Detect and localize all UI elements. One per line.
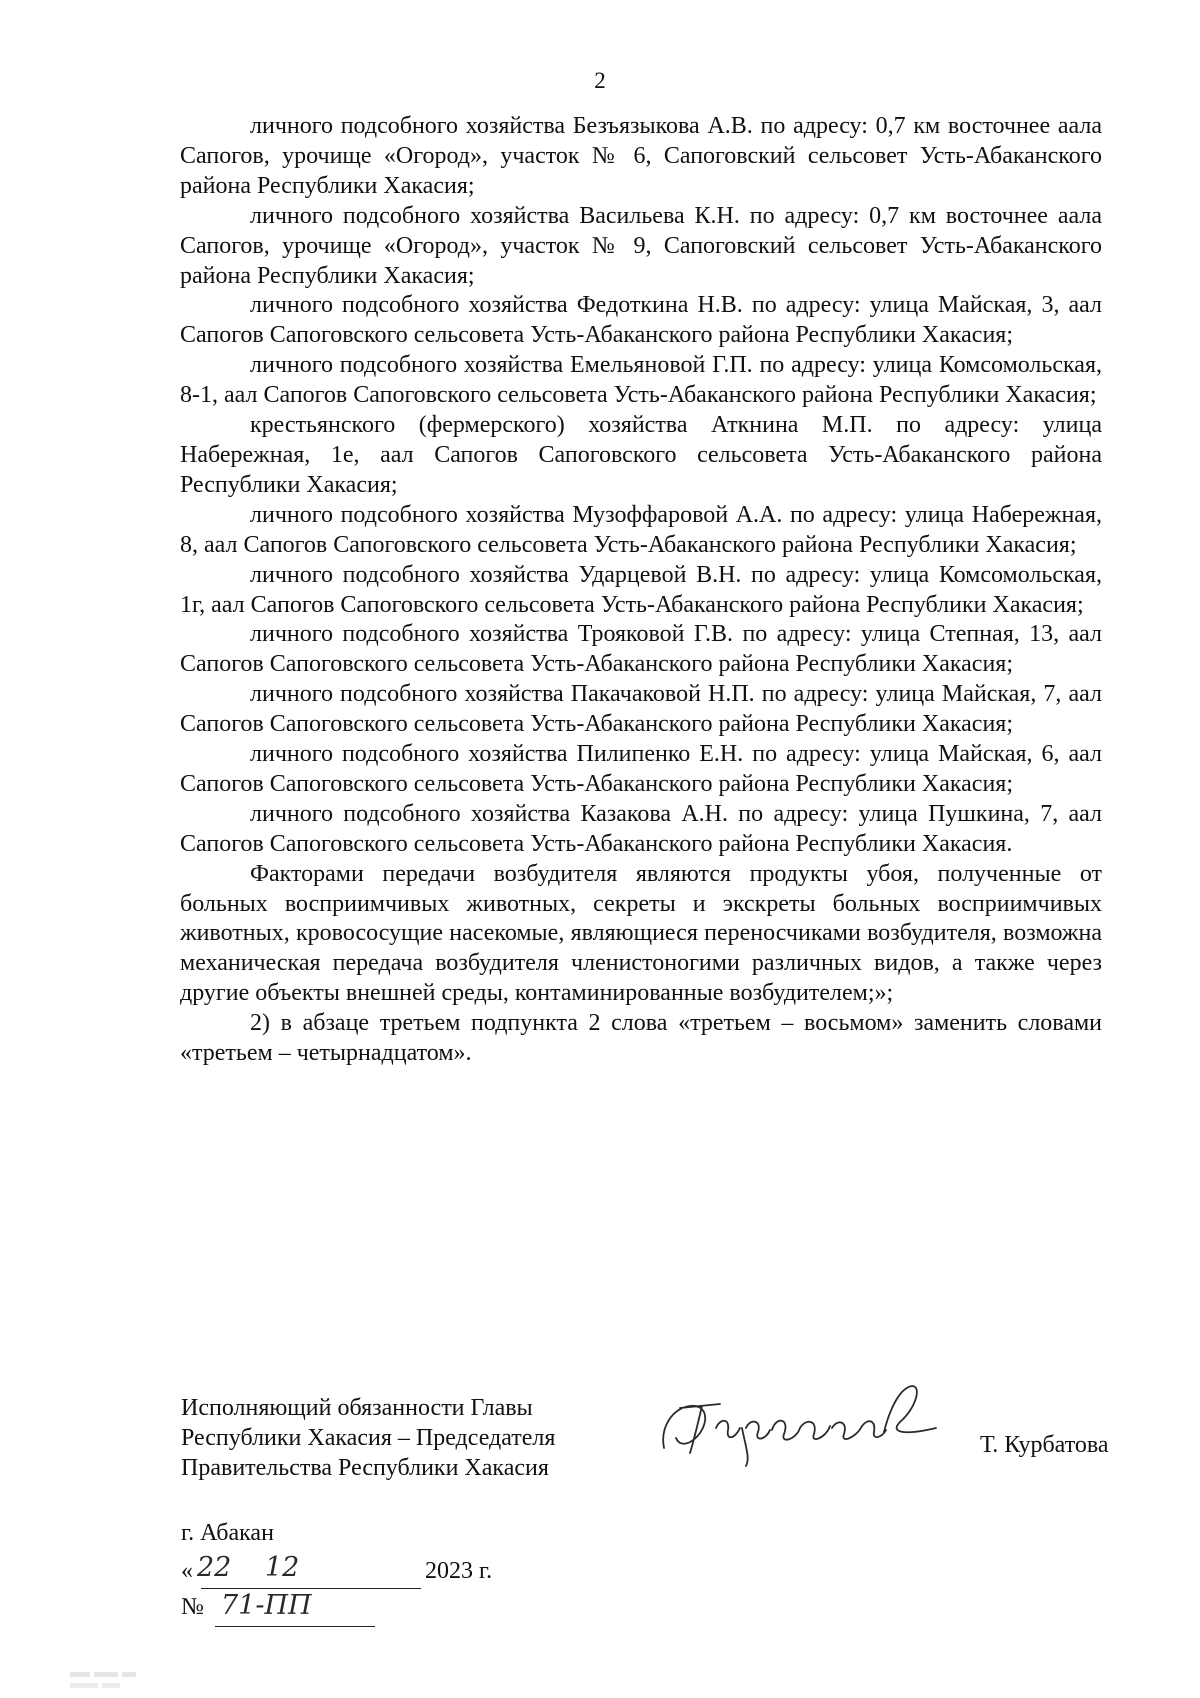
number-sign: № [181, 1594, 204, 1620]
document-date [181, 1552, 511, 1590]
paragraph: личного подсобного хозяйства Музоффаровой А.А. по адресу: улица Набережная, 8, аал Сапогов Сапоговского сельсовета Усть-Абаканского района Республики Хакасия; [180, 501, 1102, 558]
paragraph: личного подсобного хозяйства Безъязыкова А.В. по адресу: 0,7 км восточнее аала Сапогов, урочище «Огород», участок № 6, Сапоговский сельсовет Усть-Абаканского района Республики Хакасия; [180, 113, 1102, 199]
document-number [181, 1590, 381, 1628]
paragraph: Факторами передачи возбудителя являются продукты убоя, полученные от больных восприимчивых животных, секреты и экскреты больных восприимчивых животных, кровососущие насекомые, являющиеся переносчиками возбудителя, возможна механическая передача возбудителя членистоногими различных видов, а также через другие объекты внешней среды, контаминированные возбудителем;»; [180, 860, 1102, 1007]
signatory-title-line: Республики Хакасия – Председателя [181, 1425, 556, 1451]
date-quote: « [181, 1558, 193, 1584]
paragraph: крестьянского (фермерского) хозяйства Аткнина М.П. по адресу: улица Набережная, 1е, аал Сапогов Сапоговского сельсовета Усть-Абаканского района Республики Хакасия; [180, 412, 1102, 498]
number-value: 71-ПП [221, 1590, 312, 1621]
date-month: 12 [265, 1552, 300, 1583]
signer-name: Т. Курбатова [980, 1432, 1109, 1458]
paragraph: личного подсобного хозяйства Казакова А.Н. по адресу: улица Пушкина, 7, аал Сапогов Сапоговского сельсовета Усть-Абаканского района Республики Хакасия. [180, 800, 1102, 857]
page-number: 2 [594, 68, 606, 93]
date-day: 22 [197, 1552, 232, 1583]
paragraph: личного подсобного хозяйства Пакачаковой Н.П. по адресу: улица Майская, 7, аал Сапогов Сапоговского сельсовета Усть-Абаканского района Республики Хакасия; [180, 681, 1102, 738]
paragraph: личного подсобного хозяйства Емельяновой Г.П. по адресу: улица Комсомольская, 8-1, аал Сапогов Сапоговского сельсовета Усть-Абаканского района Республики Хакасия; [180, 352, 1102, 409]
document-body [180, 112, 1102, 1069]
number-underline [215, 1626, 375, 1627]
handwritten-signature [650, 1378, 940, 1468]
city: г. Абакан [181, 1520, 274, 1546]
paragraph: личного подсобного хозяйства Федоткина Н.В. по адресу: улица Майская, 3, аал Сапогов Сапоговского сельсовета Усть-Абаканского района Республики Хакасия; [180, 292, 1102, 349]
signatory-title-line: Правительства Республики Хакасия [181, 1455, 549, 1481]
paragraph: 2) в абзаце третьем подпункта 2 слова «третьем – восьмом» заменить словами «третьем – четырнадцатом». [180, 1010, 1102, 1067]
paragraph: личного подсобного хозяйства Трояковой Г.В. по адресу: улица Степная, 13, аал Сапогов Сапоговского сельсовета Усть-Абаканского района Республики Хакасия; [180, 621, 1102, 678]
paragraph: личного подсобного хозяйства Ударцевой В.Н. по адресу: улица Комсомольская, 1г, аал Сапогов Сапоговского сельсовета Усть-Абаканского района Республики Хакасия; [180, 561, 1102, 618]
faint-stamp [68, 1668, 188, 1694]
paragraph: личного подсобного хозяйства Васильева К.Н. по адресу: 0,7 км восточнее аала Сапогов, урочище «Огород», участок № 9, Сапоговский сельсовет Усть-Абаканского района Республики Хакасия; [180, 202, 1102, 289]
signatory-title-line: Исполняющий обязанности Главы [181, 1395, 533, 1421]
signatory-title [181, 1393, 555, 1483]
paragraph: личного подсобного хозяйства Пилипенко Е.Н. по адресу: улица Майская, 6, аал Сапогов Сапоговского сельсовета Усть-Абаканского района Республики Хакасия; [180, 741, 1102, 797]
date-year: 2023 г. [425, 1558, 493, 1584]
date-underline [201, 1588, 421, 1589]
